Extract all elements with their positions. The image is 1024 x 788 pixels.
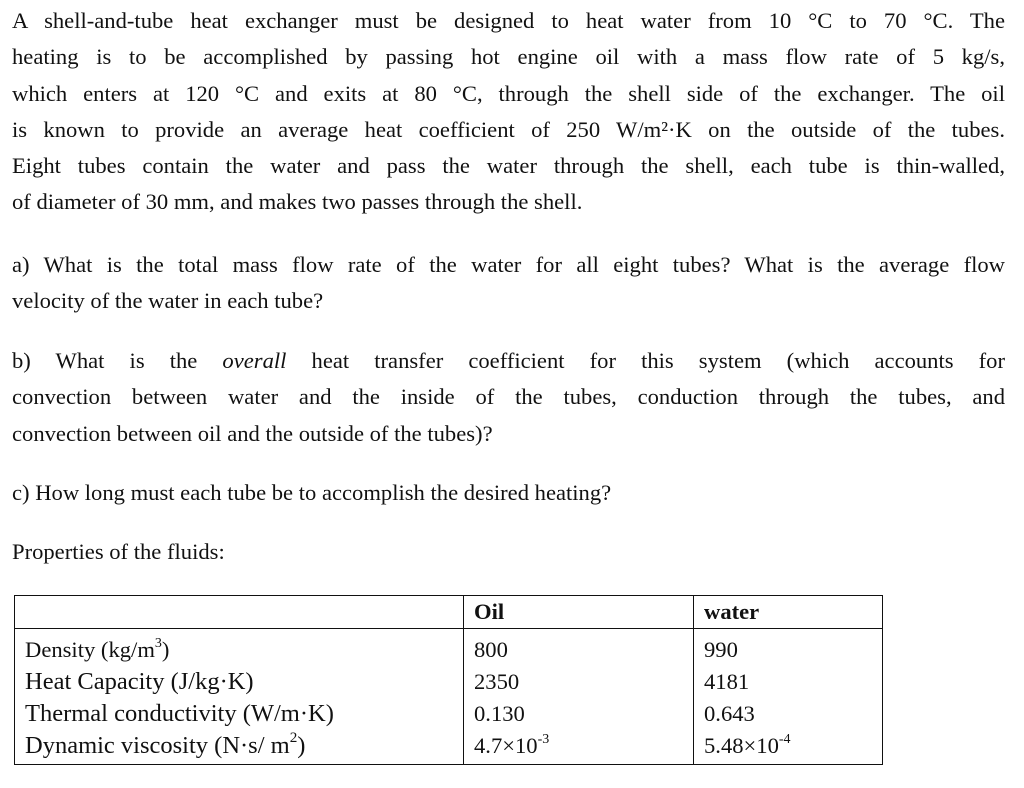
oil-heat-capacity: 2350: [474, 669, 520, 694]
intro-line: of diameter of 30 mm, and makes two passes through the shell.: [12, 189, 583, 215]
property-label-heat-capacity: Heat Capacity (J/kg·K): [25, 668, 254, 695]
water-values: [694, 629, 883, 765]
intro-line: A shell-and-tube heat exchanger must be designed to heat water from 10 °C to 70 °C. The: [12, 8, 1005, 33]
intro-line: Eight tubes contain the water and pass the water through the shell, each tube is thin-walled,: [12, 153, 1005, 179]
fluid-properties-table: [14, 595, 883, 765]
table-header-empty: [15, 596, 464, 629]
question-a-line: velocity of the water in each tube?: [12, 288, 324, 314]
problem-intro: [12, 3, 1005, 221]
question-a-line: a) What is the total mass flow rate of the water for all eight tubes? What is the average flow: [12, 252, 1005, 277]
property-label-density: Density $(kg/m^3)$: [25, 636, 170, 662]
question-b-emphasis: overall: [222, 348, 287, 373]
question-b: [12, 343, 1005, 452]
question-b-text: b) What is the: [12, 348, 223, 373]
properties-heading: Properties of the fluids:: [12, 539, 225, 564]
water-heat-capacity: 4181: [704, 669, 750, 694]
question-c: c) How long must each tube be to accomplish the desired heating?: [12, 480, 612, 505]
intro-line: is known to provide an average heat coefficient of 250 W/m²·K on the outside of the tubes.: [12, 116, 1005, 142]
property-label-dynamic-viscosity: Dynamic viscosity (N·s/ $m^2$): [25, 729, 306, 759]
intro-line: which enters at 120 °C and exits at 80 °C, through the shell side of the exchanger. The oil: [12, 80, 1005, 106]
property-label-thermal-conductivity: Thermal conductivity (W/m·K): [25, 700, 334, 727]
water-dynamic-viscosity: $5.48\times 10^{-4}$: [704, 732, 791, 758]
intro-line: heating is to be accomplished by passing hot engine oil with a mass flow rate of 5 kg/s,: [12, 44, 1005, 70]
table-header-oil: Oil: [464, 596, 694, 629]
water-thermal-conductivity: 0.643: [704, 701, 755, 726]
table-row: [15, 629, 883, 765]
oil-dynamic-viscosity: $4.7\times 10^{-3}$: [474, 732, 550, 758]
question-b-line-3: convection between oil and the outside of the tubes)?: [12, 420, 493, 446]
table-header-row: [15, 596, 883, 629]
table-header-water: water: [694, 596, 883, 629]
property-labels: [15, 629, 464, 765]
question-b-line-1: [12, 343, 1005, 379]
oil-density: 800: [474, 637, 508, 662]
question-a: [12, 247, 1005, 320]
question-b-line-2: convection between water and the inside of the tubes, conduction through the tubes, and: [12, 384, 1005, 410]
question-b-text: heat transfer coefficient for this system (which accounts for: [286, 348, 1005, 373]
oil-thermal-conductivity: 0.130: [474, 701, 525, 726]
water-density: 990: [704, 637, 738, 662]
oil-values: [464, 629, 694, 765]
